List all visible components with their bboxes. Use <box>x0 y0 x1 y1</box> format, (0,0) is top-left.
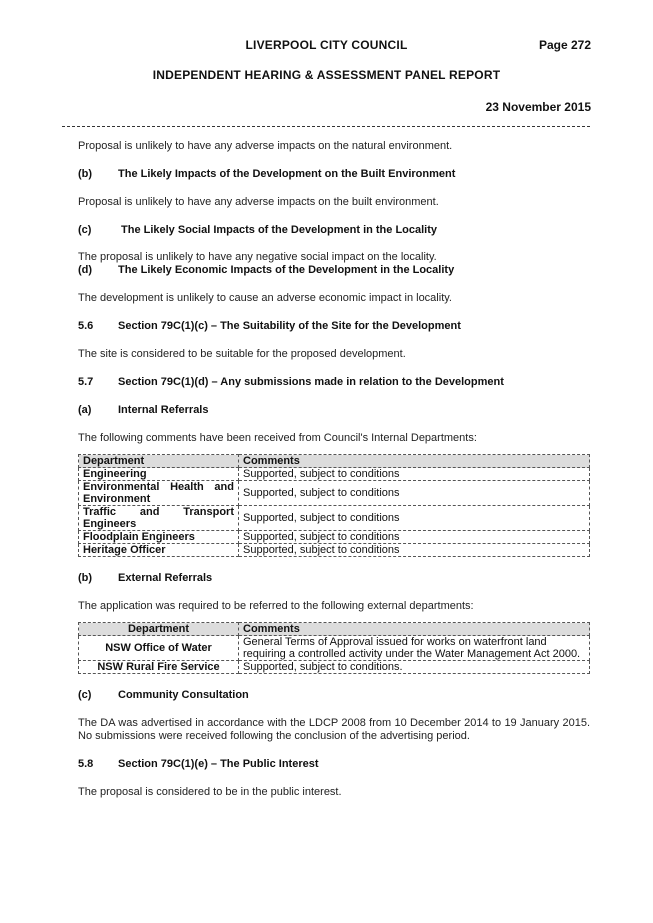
table-row <box>79 531 590 544</box>
section-d-economic-heading <box>78 264 590 277</box>
department-cell: Environmental Health and Environment <box>79 481 239 506</box>
section-number: (b) <box>78 168 93 180</box>
department-cell: NSW Rural Fire Service <box>79 661 239 674</box>
table-header-row <box>79 455 590 468</box>
table-row <box>79 636 590 661</box>
table-row <box>79 481 590 506</box>
section-b-built-heading <box>78 168 590 181</box>
site-suitability-text: The site is considered to be suitable for the proposed development. <box>78 348 406 360</box>
council-name: LIVERPOOL CITY COUNCIL <box>245 38 408 52</box>
natural-environment-text: Proposal is unlikely to have any adverse impacts on the natural environment. <box>78 140 453 152</box>
department-cell: Engineering <box>79 468 239 481</box>
comment-cell: Supported, subject to conditions <box>239 468 590 481</box>
comment-cell: Supported, subject to conditions. <box>239 661 590 674</box>
table-row <box>79 544 590 557</box>
report-date: 23 November 2015 <box>485 100 591 114</box>
report-title: INDEPENDENT HEARING & ASSESSMENT PANEL REPORT <box>152 68 501 82</box>
table-header-row <box>79 623 590 636</box>
section-number: (c) <box>78 689 92 701</box>
internal-referrals-heading <box>78 404 590 417</box>
external-referrals-heading <box>78 572 590 585</box>
section-title: Internal Referrals <box>118 404 209 416</box>
comment-cell: Supported, subject to conditions <box>239 544 590 557</box>
section-number: 5.6 <box>78 320 94 332</box>
social-impact-text: The proposal is unlikely to have any negative social impact on the locality. <box>78 251 437 263</box>
external-referrals-text: The application was required to be referred to the following external departments: <box>78 600 474 612</box>
section-title: Section 79C(1)(d) – Any submissions made in relation to the Development <box>118 376 504 388</box>
public-interest-text: The proposal is considered to be in the public interest. <box>78 786 342 798</box>
section-title: The Likely Social Impacts of the Development in the Locality <box>121 224 438 236</box>
section-number: (b) <box>78 572 93 584</box>
table-row <box>79 506 590 531</box>
comment-cell: Supported, subject to conditions <box>239 506 590 531</box>
section-title: External Referrals <box>118 572 213 584</box>
header-comments: Comments <box>239 623 590 636</box>
economic-impact-text: The development is unlikely to cause an adverse economic impact in locality. <box>78 292 452 304</box>
department-cell: NSW Office of Water <box>79 636 239 661</box>
section-title: The Likely Economic Impacts of the Development in the Locality <box>118 264 455 276</box>
header-comments: Comments <box>239 455 590 468</box>
section-title: Community Consultation <box>118 689 249 701</box>
section-title: Section 79C(1)(e) – The Public Interest <box>118 758 319 770</box>
community-consultation-heading <box>78 689 590 702</box>
section-5-6-heading <box>78 320 590 333</box>
department-cell: Floodplain Engineers <box>79 531 239 544</box>
external-referrals-table <box>78 622 590 674</box>
section-title: Section 79C(1)(c) – The Suitability of the Site for the Development <box>118 320 461 332</box>
department-cell: Heritage Officer <box>79 544 239 557</box>
table-row <box>79 468 590 481</box>
comment-cell: Supported, subject to conditions <box>239 531 590 544</box>
header-department: Department <box>79 455 239 468</box>
department-cell: Traffic and Transport Engineers <box>79 506 239 531</box>
section-c-social-heading <box>78 224 590 237</box>
header-divider <box>62 126 590 127</box>
section-number: (d) <box>78 264 93 276</box>
page-number: Page 272 <box>538 38 591 52</box>
section-number: (c) <box>78 224 92 236</box>
community-consultation-text: The DA was advertised in accordance with the LDCP 2008 from 10 December 2014 to 19 January 2015. No submissions were received following the conclusion of the advertising period. <box>78 717 590 742</box>
internal-referrals-table <box>78 454 590 557</box>
comment-cell: Supported, subject to conditions <box>239 481 590 506</box>
section-5-8-heading <box>78 758 590 771</box>
built-environment-text: Proposal is unlikely to have any adverse impacts on the built environment. <box>78 196 439 208</box>
comment-cell: General Terms of Approval issued for works on waterfront land requiring a controlled activity under the Water Management Act 2000. <box>239 636 590 661</box>
section-number: 5.7 <box>78 376 94 388</box>
section-number: 5.8 <box>78 758 94 770</box>
report-body <box>78 140 590 799</box>
section-title: The Likely Impacts of the Development on the Built Environment <box>118 168 456 180</box>
section-5-7-heading <box>78 376 590 389</box>
internal-referrals-text: The following comments have been received from Council's Internal Departments: <box>78 432 477 444</box>
table-row <box>79 661 590 674</box>
header-department: Department <box>79 623 239 636</box>
section-number: (a) <box>78 404 92 416</box>
